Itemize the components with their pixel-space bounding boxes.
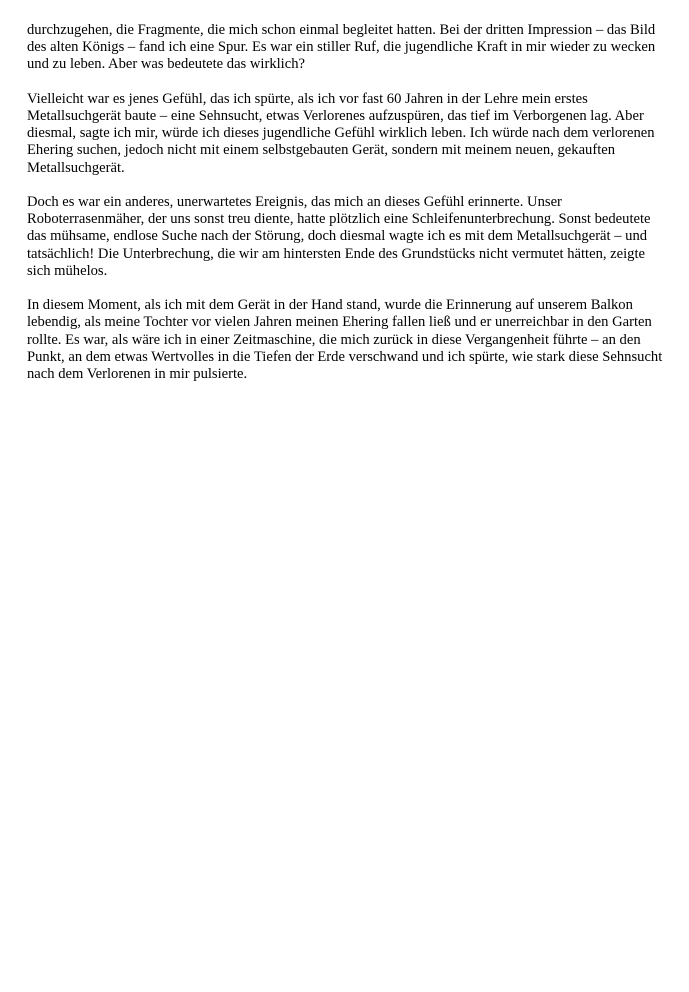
paragraph-4: In diesem Moment, als ich mit dem Gerät in der Hand stand, wurde die Erinnerung auf unserem Balkon lebendig, als meine Tochter vor vielen Jahren meinen Ehering fallen ließ und er unerreichbar in den Garten rollte. Es war, als wäre ich in einer Zeitmaschine, die mich zurück in diese Vergangenheit führte – an den Punkt, an dem etwas Wertvolles in die Tiefen der Erde verschwand und ich spürte, wie stark diese Sehnsucht nach dem Verlorenen in mir pulsierte. (27, 297, 663, 383)
paragraph-3: Doch es war ein anderes, unerwartetes Ereignis, das mich an dieses Gefühl erinnerte. Unser Roboterrasenmäher, der uns sonst treu diente, hatte plötzlich eine Schleifenunterbrechung. Sonst bedeutete das mühsame, endlose Suche nach der Störung, doch diesmal wagte ich es mit dem Metallsuchgerät – und tatsächlich! Die Unterbrechung, die wir am hintersten Ende des Grundstücks nicht vermutet hätten, zeigte sich mühelos. (27, 194, 651, 279)
document-page (27, 22, 669, 400)
paragraph-2: Vielleicht war es jenes Gefühl, das ich spürte, als ich vor fast 60 Jahren in der Lehre mein erstes Metallsuchgerät baute – eine Sehnsucht, etwas Verlorenes aufzuspüren, das tief im Verborgenen lag. Aber diesmal, sagte ich mir, würde ich dieses jugendliche Gefühl wirklich leben. Ich würde nach dem verlorenen Ehering suchen, jedoch nicht mit einem selbstgebauten Gerät, sondern mit meinem neuen, gekauften Metallsuchgerät. (27, 90, 655, 176)
paragraph-1: durchzugehen, die Fragmente, die mich schon einmal begleitet hatten. Bei der dritten Impression – das Bild des alten Königs – fand ich eine Spur. Es war ein stiller Ruf, die jugendliche Kraft in mir wieder zu wecken und zu leben. Aber was bedeutete das wirklich? (27, 22, 656, 73)
